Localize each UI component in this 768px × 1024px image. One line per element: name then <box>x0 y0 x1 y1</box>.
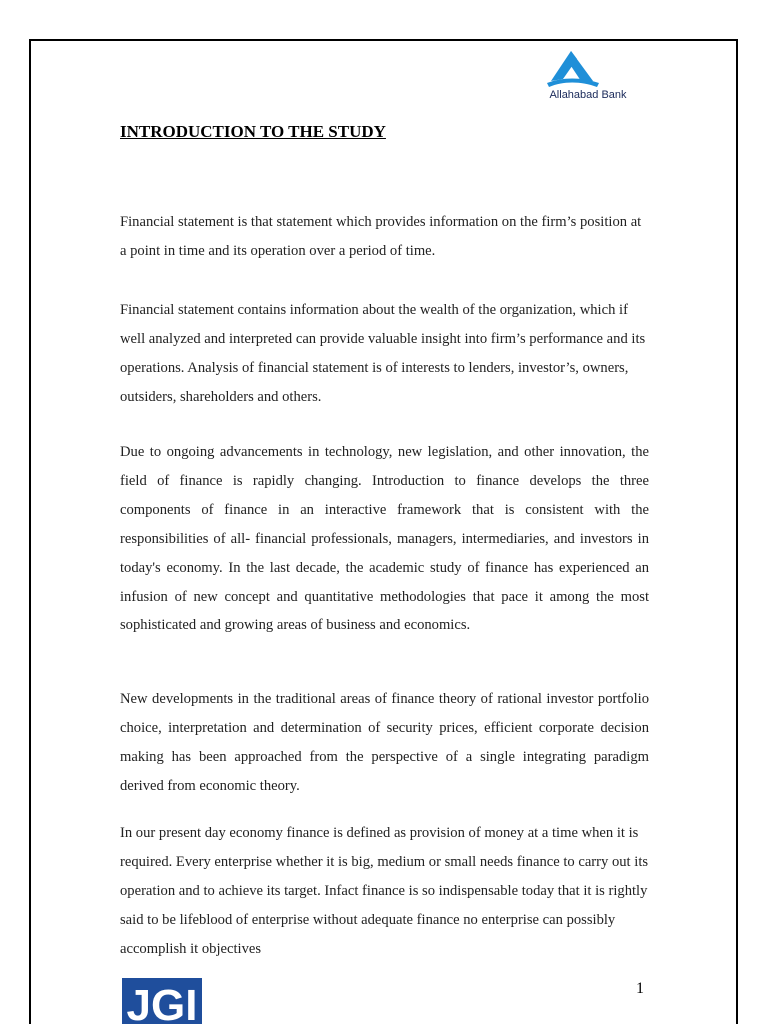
paragraph-5: In our present day economy finance is defined as provision of money at a time when it is required. Every enterprise whether it is big, medium or small needs finance to carry out its operation and to achieve its target. Infact finance is so indispensable today that it is rightly said to be lifeblood of enterprise without adequate finance no enterprise can possibly accomplish it objectives <box>120 825 649 957</box>
bank-emblem-icon <box>541 47 603 89</box>
bank-name: Allahabad Bank <box>549 89 627 101</box>
jgi-logo-text: JGI <box>126 981 198 1024</box>
allahabad-bank-logo <box>527 47 649 109</box>
page-number: 1 <box>636 980 644 997</box>
jgi-logo <box>122 978 202 1024</box>
paragraph-3: Due to ongoing advancements in technology, new legislation, and other innovation, the field of finance is rapidly changing. Introduction to finance develops the three components of finance in an interactive framework that is consistent with the responsibilities of all- financial professionals, managers, intermediaries, and investors in today's economy. In the last decade, the academic study of finance has experienced an infusion of new concept and quantitative methodologies that pace it among the most sophisticated and growing areas of business and economics. <box>120 444 649 634</box>
jgi-logo-icon <box>122 978 202 1024</box>
page-title: INTRODUCTION TO THE STUDY <box>120 122 386 141</box>
paragraph-4: New developments in the traditional areas of finance theory of rational investor portfolio choice, interpretation and determination of security prices, efficient corporate decision making has been approached from the perspective of a single integrating paradigm derived from economic theory. <box>120 691 649 794</box>
paragraph-1: Financial statement is that statement which provides information on the firm’s position at a point in time and its operation over a period of time. <box>120 214 642 259</box>
paragraph-2: Financial statement contains information about the wealth of the organization, which if well analyzed and interpreted can provide valuable insight into firm’s performance and its operations. Analysis of financial statement is of interests to lenders, investor’s, owners, outsiders, shareholders and others. <box>120 302 646 405</box>
